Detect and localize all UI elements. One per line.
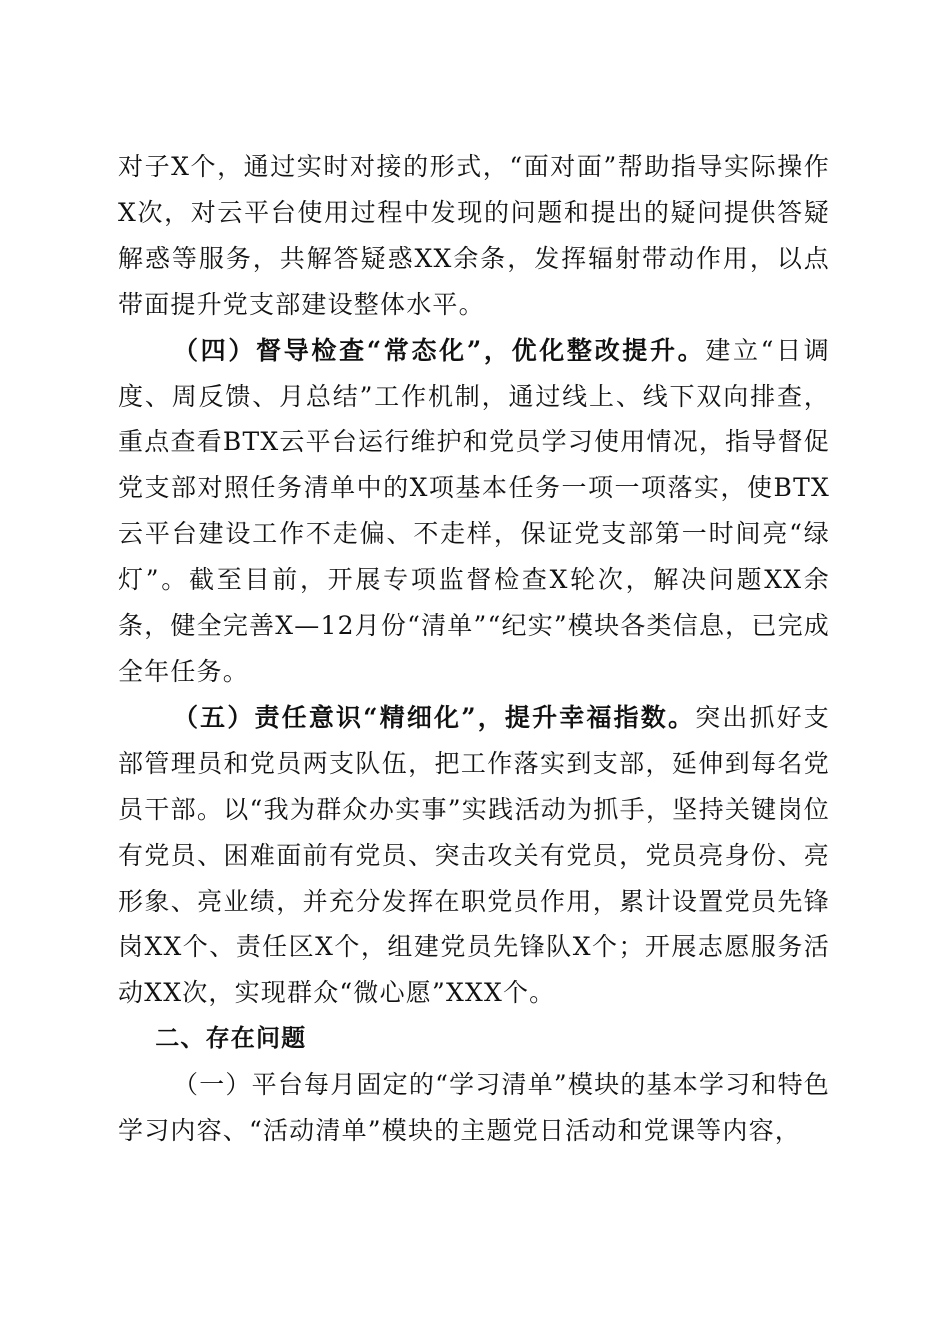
paragraph-continuation bbox=[118, 144, 830, 328]
paragraph-responsibility bbox=[118, 695, 830, 1016]
paragraph-problem-one bbox=[118, 1062, 830, 1154]
section-heading: 二、存在问题 bbox=[155, 1024, 307, 1053]
paragraph-supervision bbox=[118, 328, 830, 695]
paragraph-lead: （五）责任意识“精细化”，提升幸福指数。 bbox=[173, 702, 696, 732]
paragraph-text: 建立“日调度、周反馈、月总结”工作机制，通过线上、线下双向排查，重点查看BTX云平台运行维护和党员学习使用情况，指导督促党支部对照任务清单中的X项基本任务一项一项落实，使BTX云平台建设工作不走偏、不走样，保证党支部第一时间亮“绿灯”。截至目前，开展专项监督检查X轮次，解决问题XX余条，健全完善X—12月份“清单”“纪实”模块各类信息，已完成全年任务。 bbox=[118, 335, 831, 686]
document-page bbox=[118, 144, 830, 1154]
paragraph-text: 对子X个，通过实时对接的形式，“面对面”帮助指导实际操作X次，对云平台使用过程中发现的问题和提出的疑问提供答疑解惑等服务，共解答疑惑XX余条，发挥辐射带动作用，以点带面提升党支部建设整体水平。 bbox=[118, 152, 830, 319]
paragraph-text: 突出抓好支部管理员和党员两支队伍，把工作落实到支部，延伸到每名党员干部。以“我为群众办实事”实践活动为抓手，坚持关键岗位有党员、困难面前有党员、突击攻关有党员，党员亮身份、亮形象、亮业绩，并充分发挥在职党员作用，累计设置党员先锋岗XX个、责任区X个，组建党员先锋队X个；开展志愿服务活动XX次，实现群众“微心愿”XXX个。 bbox=[118, 702, 830, 1008]
paragraph-text: （一）平台每月固定的“学习清单”模块的基本学习和特色学习内容、“活动清单”模块的主题党日活动和党课等内容， bbox=[118, 1070, 830, 1146]
paragraph-lead: （四）督导检查“常态化”，优化整改提升。 bbox=[173, 335, 706, 365]
